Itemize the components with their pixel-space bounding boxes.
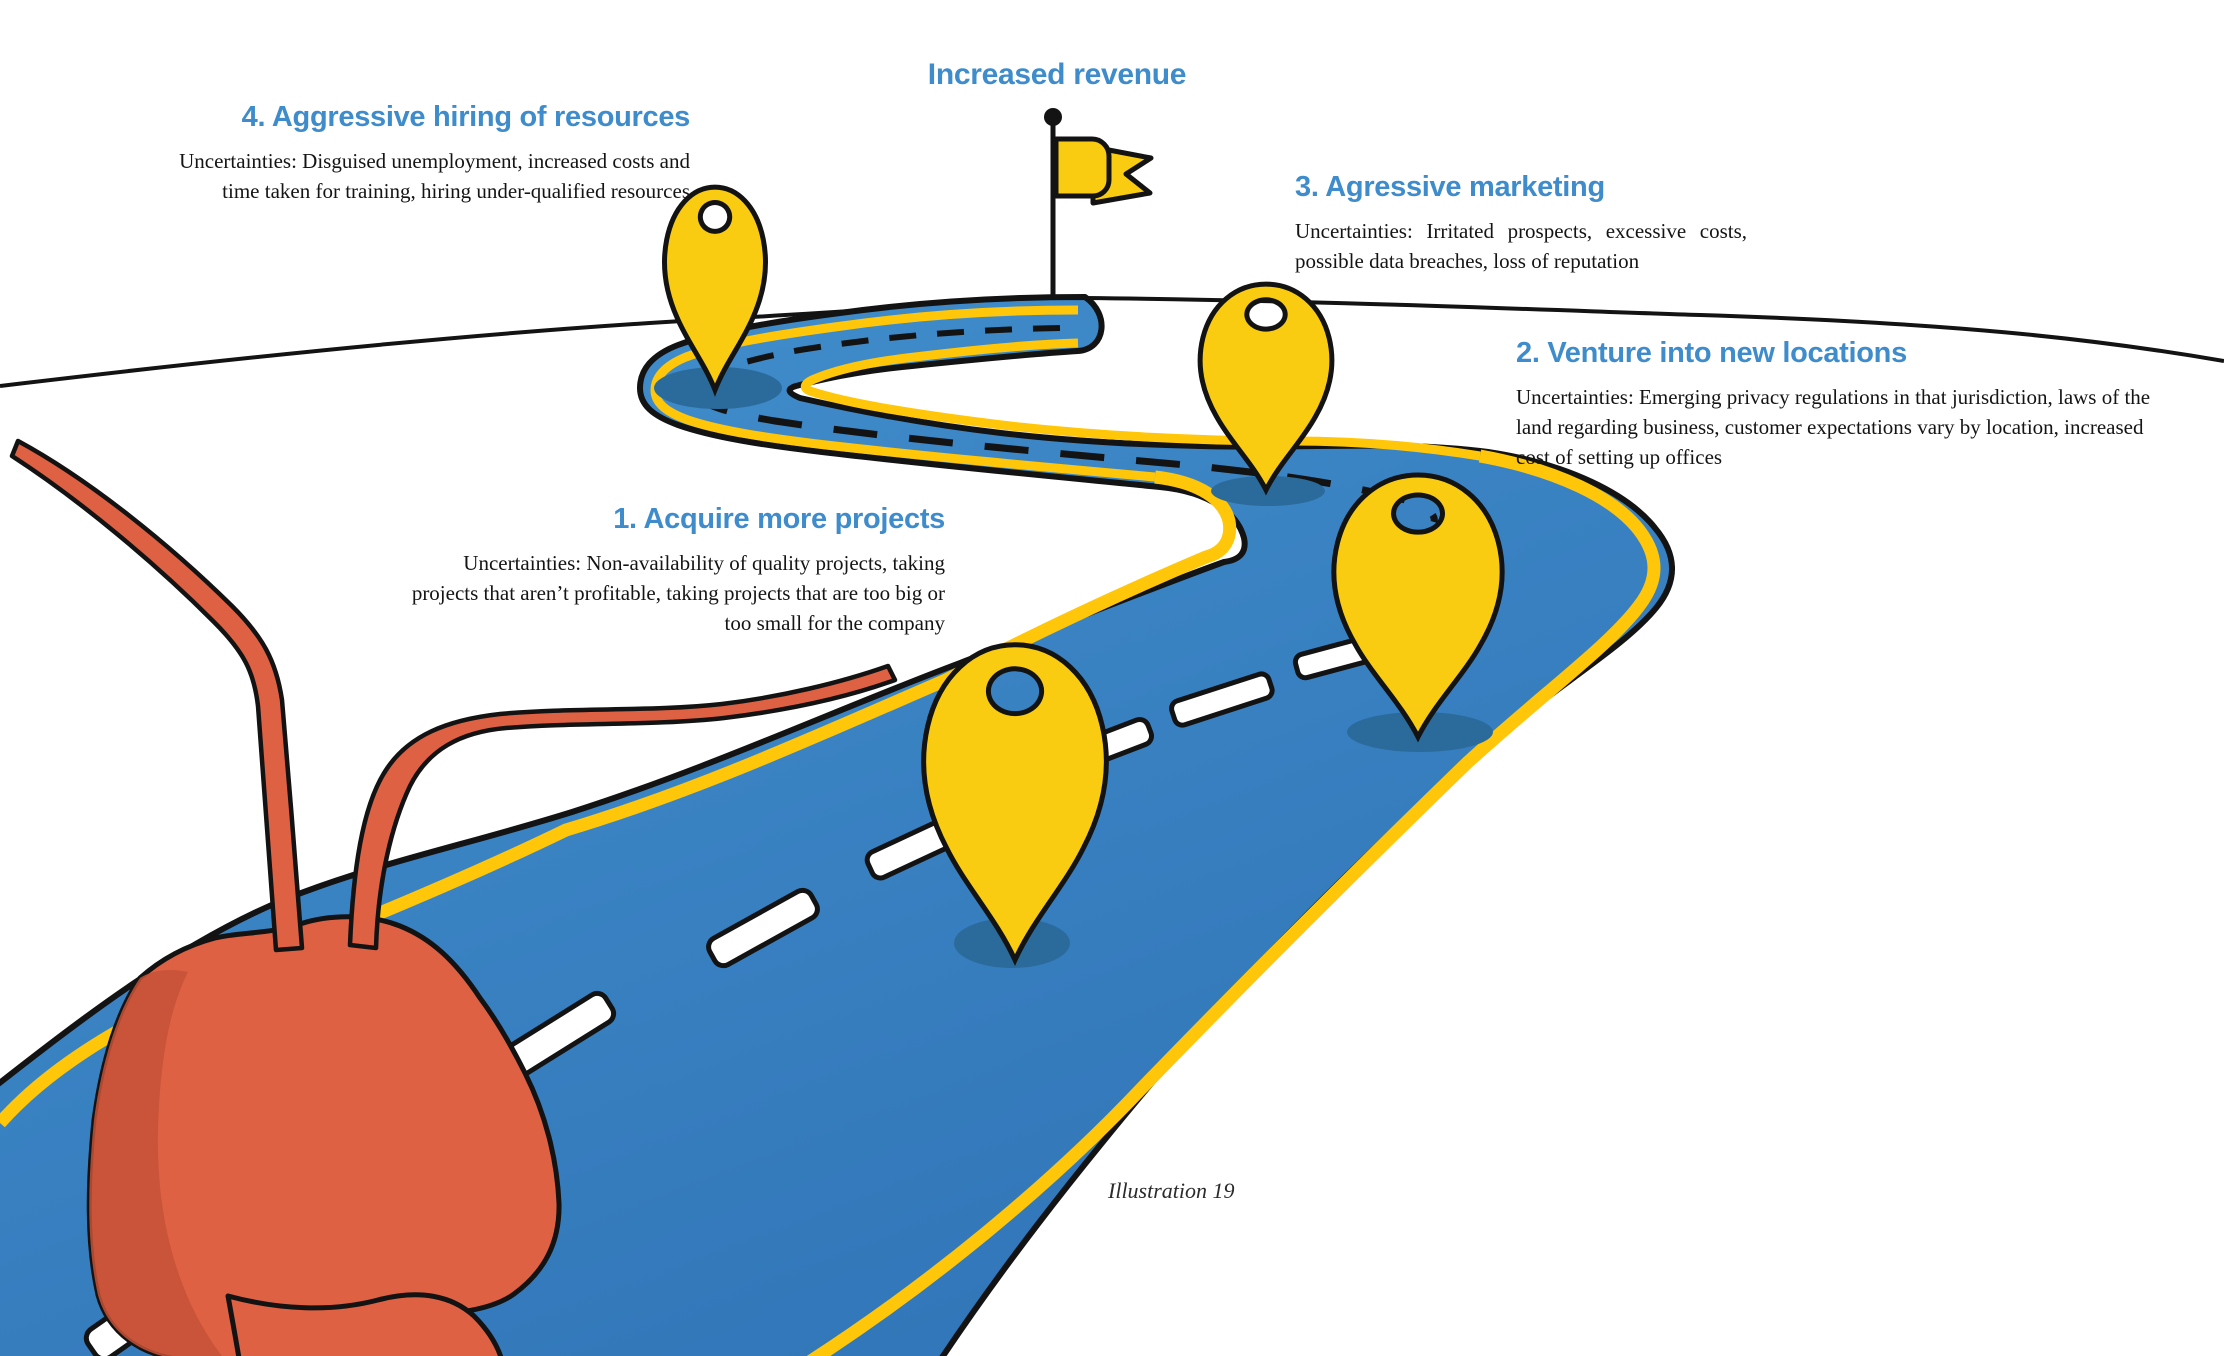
milestone-block-3: [1295, 170, 1747, 276]
milestone-3-heading: 3. Agressive marketing: [1295, 171, 1605, 203]
goal-label-text: Increased revenue: [927, 58, 1187, 91]
milestone-4-body: Uncertainties: Disguised unemployment, increased costs and time taken for training, hiring under-qualified resources: [179, 149, 690, 203]
goal-label: [907, 58, 1207, 92]
milestone-2-heading: 2. Venture into new locations: [1516, 337, 1907, 369]
milestone-block-4: [150, 100, 690, 206]
milestone-4-heading: 4. Aggressive hiring of resources: [241, 101, 690, 133]
milestone-block-1: [395, 502, 945, 638]
milestone-2-body: Uncertainties: Emerging privacy regulations in that jurisdiction, laws of the land regarding business, customer expectations vary by location, increased cost of setting up offices: [1516, 385, 2151, 469]
illustration-caption: Illustration 19: [1108, 1178, 1235, 1203]
ant-antenna-left: [12, 441, 302, 950]
goal-flag-icon: [1044, 108, 1151, 310]
milestone-block-2: [1516, 336, 2161, 472]
milestone-1-body: Uncertainties: Non-availability of quality projects, taking projects that aren’t profitable, taking projects that are too big or too small for the company: [411, 551, 945, 635]
ant-body: [228, 1295, 503, 1356]
milestone-1-heading: 1. Acquire more projects: [613, 503, 945, 535]
milestone-3-body: Uncertainties: Irritated prospects, excessive costs, possible data breaches, loss of reputation: [1295, 219, 1747, 273]
